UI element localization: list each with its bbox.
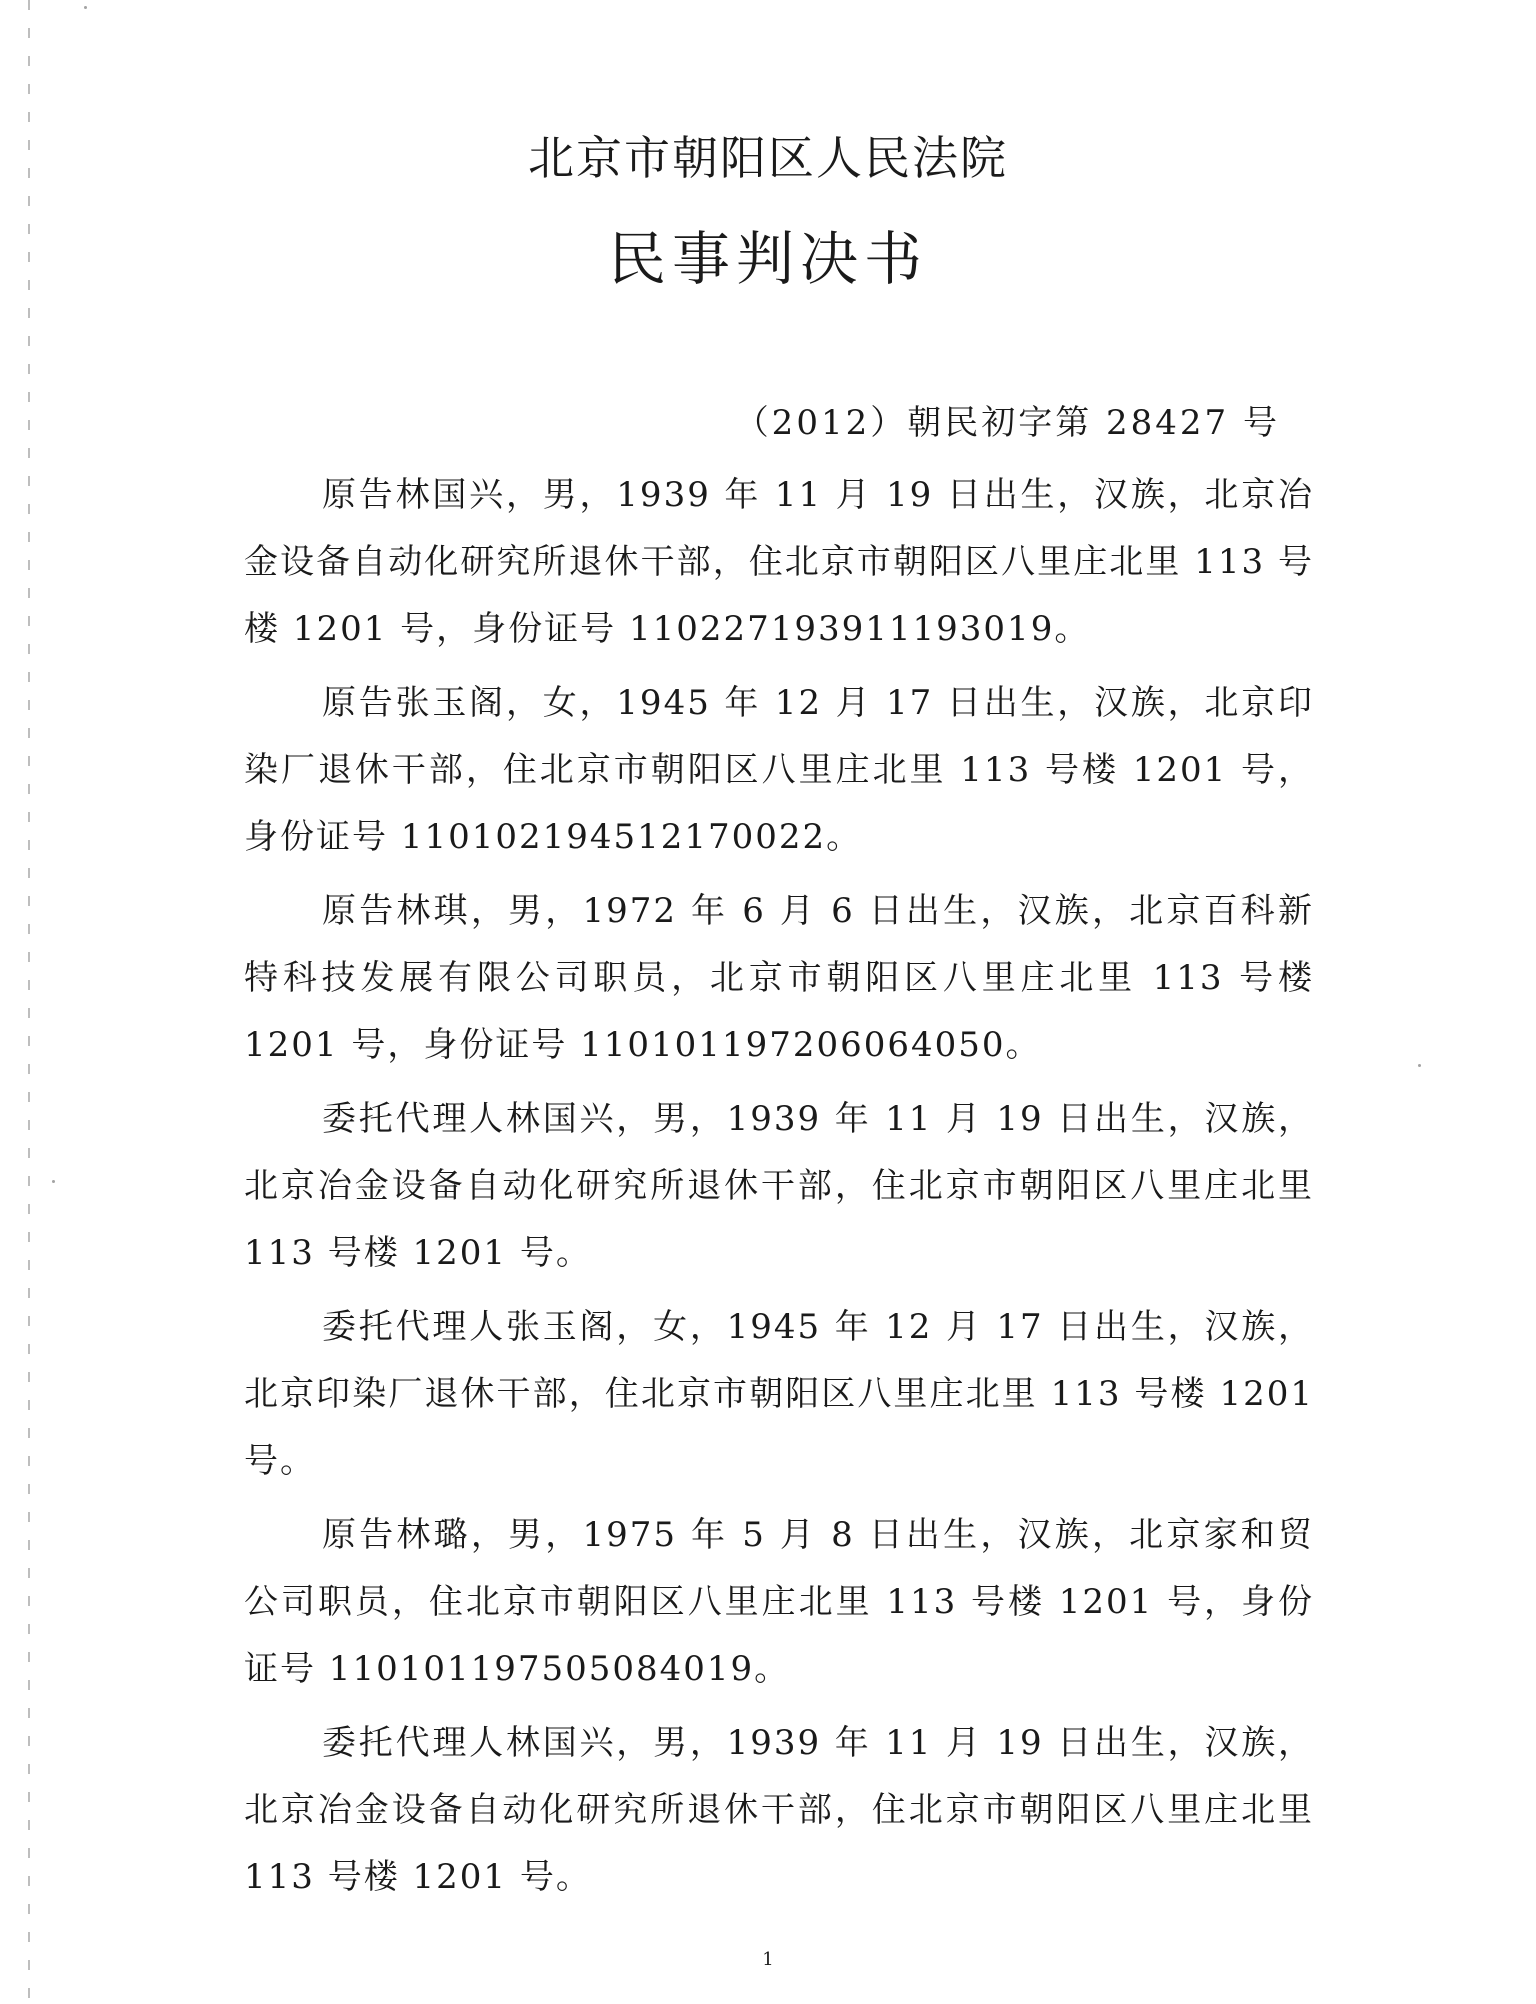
scan-speck <box>1418 1064 1421 1067</box>
party-paragraph-agent-lin-guoxing-2: 委托代理人林国兴，男，1939 年 11 月 19 日出生，汉族，北京冶金设备自动化研究所退休干部，住北京市朝阳区八里庄北里 113 号楼 1201 号。 <box>244 1723 1314 1897</box>
scan-speck <box>52 1180 55 1183</box>
document-title: 民事判决书 <box>607 225 928 293</box>
party-paragraph-plaintiff-zhang-yuge: 原告张玉阁，女，1945 年 12 月 17 日出生，汉族，北京印染厂退休干部，住北京市朝阳区八里庄北里 113 号楼 1201 号，身份证号 110102194512170022。 <box>244 683 1314 857</box>
court-name: 北京市朝阳区人民法院 <box>528 131 1008 185</box>
party-paragraph-plaintiff-lin-lu: 原告林璐，男，1975 年 5 月 8 日出生，汉族，北京家和贸公司职员，住北京市朝阳区八里庄北里 113 号楼 1201 号，身份证号 110101197505084019。 <box>244 1515 1314 1689</box>
party-paragraph-plaintiff-lin-guoxing: 原告林国兴，男，1939 年 11 月 19 日出生，汉族，北京冶金设备自动化研究所退休干部，住北京市朝阳区八里庄北里 113 号楼 1201 号，身份证号 110227193911193019。 <box>244 475 1314 649</box>
party-paragraph-agent-zhang-yuge: 委托代理人张玉阁，女，1945 年 12 月 17 日出生，汉族，北京印染厂退休干部，住北京市朝阳区八里庄北里 113 号楼 1201 号。 <box>244 1307 1314 1481</box>
scan-edge-mark <box>28 0 30 2004</box>
party-paragraph-agent-lin-guoxing: 委托代理人林国兴，男，1939 年 11 月 19 日出生，汉族，北京冶金设备自动化研究所退休干部，住北京市朝阳区八里庄北里 113 号楼 1201 号。 <box>244 1099 1314 1273</box>
case-number: （2012）朝民初字第 28427 号 <box>734 403 1280 443</box>
party-paragraph-plaintiff-lin-qi: 原告林琪，男，1972 年 6 月 6 日出生，汉族，北京百科新特科技发展有限公司职员，北京市朝阳区八里庄北里 113 号楼 1201 号，身份证号 110101197206064050。 <box>244 891 1314 1065</box>
page-number: 1 <box>762 1949 774 1970</box>
scan-speck <box>84 6 87 9</box>
document-body <box>244 462 1314 1918</box>
